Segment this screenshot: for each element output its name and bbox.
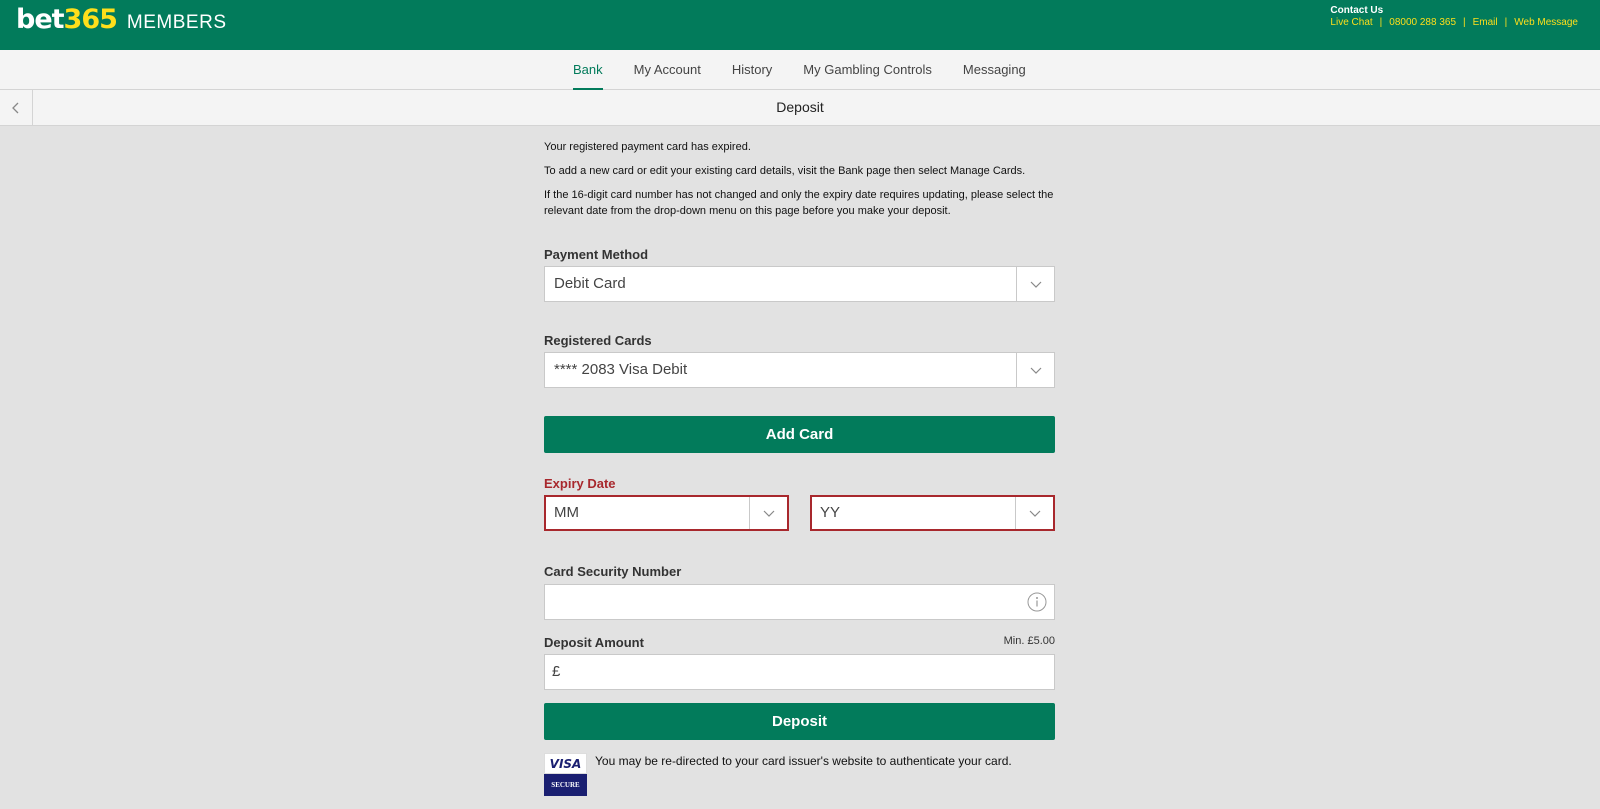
separator: | (1463, 17, 1466, 28)
currency-symbol: £ (552, 663, 561, 680)
deposit-amount-label: Deposit Amount (544, 635, 644, 650)
expired-card-message: Your registered payment card has expired. (544, 141, 751, 153)
deposit-button[interactable]: Deposit (544, 703, 1055, 740)
chevron-left-icon (12, 102, 20, 114)
deposit-amount-input[interactable] (544, 654, 1055, 690)
payment-method-label: Payment Method (544, 247, 649, 262)
logo-members-text: MEMBERS (126, 12, 227, 33)
add-card-instructions: To add a new card or edit your existing card details, visit the Bank page then select Manage Cards. (544, 165, 1026, 177)
tab-bank[interactable]: Bank (573, 50, 603, 90)
card-security-input[interactable] (544, 584, 1055, 620)
page-title: Deposit (776, 99, 824, 115)
chevron-down-icon (1016, 267, 1054, 301)
email-link[interactable]: Email (1472, 17, 1498, 28)
expiry-year-value: YY (820, 504, 841, 521)
contact-us (1330, 5, 1578, 28)
visa-redirect-note: You may be re-directed to your card issuer's website to authenticate your card. (595, 754, 1012, 768)
contact-links (1330, 17, 1578, 28)
page-header (0, 90, 1600, 126)
top-header (0, 0, 1600, 50)
secure-badge-text: SECURE (544, 774, 587, 796)
visa-secure-logo (544, 753, 587, 796)
minimum-deposit-text: Min. £5.00 (1003, 635, 1055, 647)
info-icon[interactable] (1027, 592, 1047, 612)
registered-cards-select[interactable] (544, 352, 1055, 388)
separator: | (1379, 17, 1383, 28)
main-nav (0, 50, 1600, 90)
registered-cards-value: **** 2083 Visa Debit (554, 361, 688, 378)
payment-method-value: Debit Card (554, 275, 626, 292)
separator: | (1504, 17, 1508, 28)
tab-my-gambling-controls[interactable]: My Gambling Controls (803, 62, 932, 77)
tab-my-account[interactable]: My Account (633, 62, 701, 77)
chevron-down-icon (1015, 497, 1053, 529)
chevron-down-icon (749, 497, 787, 529)
tab-messaging[interactable]: Messaging (962, 62, 1026, 77)
card-security-label: Card Security Number (544, 564, 682, 579)
expiry-year-select[interactable] (810, 495, 1055, 531)
back-button[interactable] (0, 90, 33, 125)
expiry-month-select[interactable] (544, 495, 789, 531)
registered-cards-label: Registered Cards (544, 333, 652, 348)
add-card-button[interactable]: Add Card (544, 416, 1055, 453)
visa-badge-text: VISA (544, 753, 587, 774)
contact-title: Contact Us (1330, 5, 1384, 16)
logo-365-text: 365 (63, 4, 117, 35)
logo-bet-text: bet (16, 4, 64, 35)
chevron-down-icon (1016, 353, 1054, 387)
expiry-update-instructions: If the 16-digit card number has not changed and only the expiry date requires updating, please select the relevant date from the drop-down menu on this page before you make your deposit. (544, 189, 1054, 217)
expiry-date-label: Expiry Date (544, 476, 616, 491)
live-chat-link[interactable]: Live Chat (1330, 17, 1373, 28)
tab-history[interactable]: History (731, 62, 773, 77)
phone-link[interactable]: 08000 288 365 (1389, 17, 1457, 28)
payment-method-select[interactable] (544, 266, 1055, 302)
web-message-link[interactable]: Web Message (1514, 17, 1578, 28)
expiry-month-value: MM (554, 504, 579, 521)
bet365-logo[interactable] (16, 4, 227, 35)
